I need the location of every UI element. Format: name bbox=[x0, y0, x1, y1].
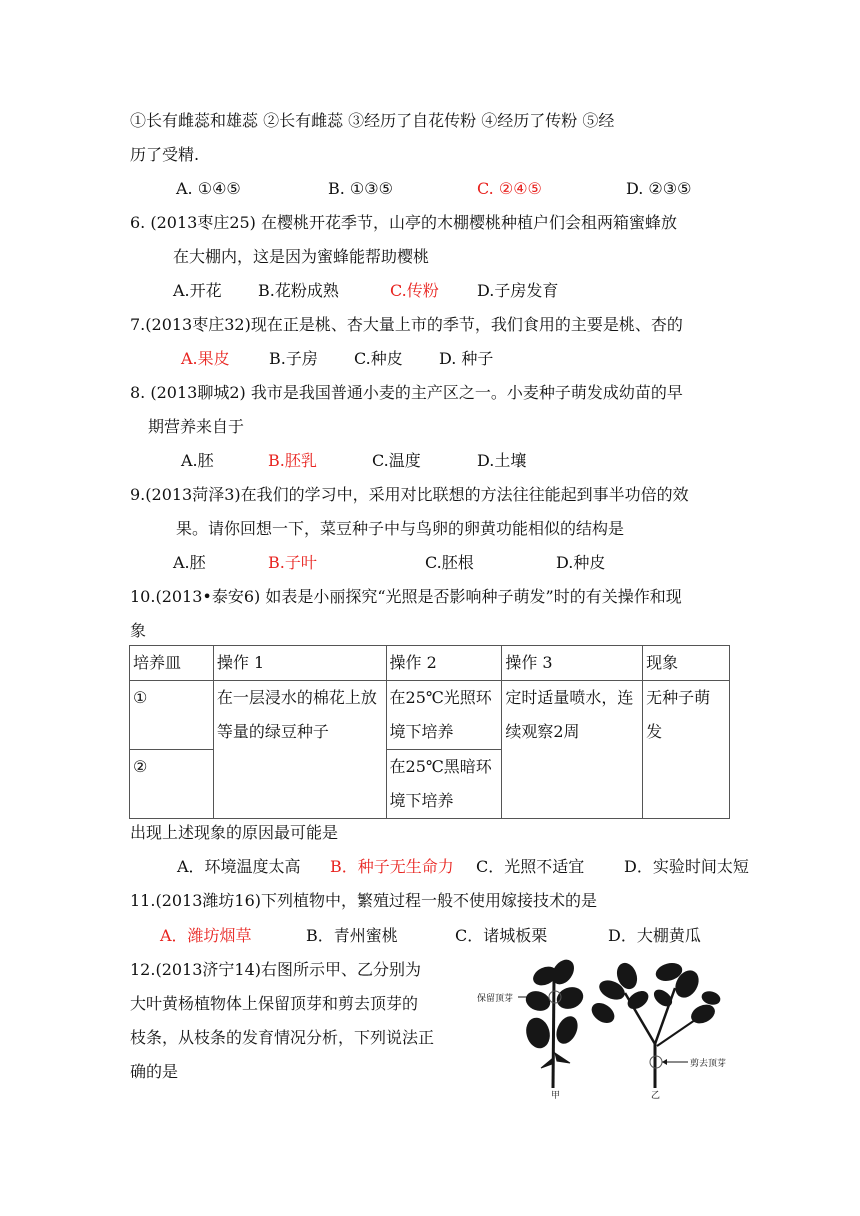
header-dish: 培养皿 bbox=[130, 646, 214, 681]
q12-stem-line2: 大叶黄杨植物体上保留顶芽和剪去顶芽的 bbox=[130, 994, 419, 1013]
q11-option-a-answer: A．潍坊烟草 bbox=[160, 926, 252, 945]
q6-option-c-answer: C.传粉 bbox=[390, 281, 439, 300]
q11-option-d: D．大棚黄瓜 bbox=[608, 926, 701, 945]
op1-cell: 在一层浸水的棉花上放等量的绿豆种子 bbox=[213, 681, 386, 819]
plant-branches-figure bbox=[475, 958, 760, 1103]
q6-option-a: A.开花 bbox=[173, 281, 222, 300]
q5-statements-line1: ①长有雌蕊和雄蕊 ②长有雌蕊 ③经历了自花传粉 ④经历了传粉 ⑤经 bbox=[130, 111, 615, 130]
q5-option-a: A. ①④⑤ bbox=[176, 179, 241, 198]
q7-option-d: D. 种子 bbox=[439, 349, 494, 368]
q7-stem: 7.(2013枣庄32)现在正是桃、杏大量上市的季节，我们食用的主要是桃、杏的 bbox=[130, 315, 683, 334]
op2-dark-cell: 在25℃黑暗环境下培养 bbox=[386, 750, 502, 819]
q9-stem-line2: 果。请你回想一下，菜豆种子中与鸟卵的卵黄功能相似的结构是 bbox=[176, 519, 625, 538]
q7-option-a-answer: A.果皮 bbox=[181, 349, 230, 368]
q6-option-d: D.子房发育 bbox=[477, 281, 559, 300]
header-op2: 操作 2 bbox=[386, 646, 502, 681]
header-op1: 操作 1 bbox=[213, 646, 386, 681]
q9-option-c: C.胚根 bbox=[425, 553, 474, 572]
op3-cell: 定时适量喷水，连续观察2周 bbox=[502, 681, 643, 819]
dish-1: ① bbox=[130, 681, 214, 750]
result-cell: 无种子萌发 bbox=[643, 681, 730, 819]
q11-stem: 11.(2013潍坊16)下列植物中，繁殖过程一般不使用嫁接技术的是 bbox=[130, 891, 598, 910]
label-keep-terminal-bud: 保留顶芽 bbox=[477, 994, 514, 1004]
experiment-table bbox=[129, 645, 730, 819]
q9-option-b-answer: B.子叶 bbox=[268, 553, 317, 572]
header-result: 现象 bbox=[643, 646, 730, 681]
label-jia: 甲 bbox=[551, 1091, 561, 1101]
label-cut-terminal-bud: 剪去顶芽 bbox=[690, 1059, 727, 1069]
q6-stem-line2: 在大棚内，这是因为蜜蜂能帮助樱桃 bbox=[173, 247, 430, 266]
q8-stem-line2: 期营养来自于 bbox=[148, 417, 245, 436]
q5-option-b: B. ①③⑤ bbox=[328, 179, 393, 198]
q10-option-c: C．光照不适宜 bbox=[476, 857, 585, 876]
q8-option-b-answer: B.胚乳 bbox=[268, 451, 317, 470]
q10-option-d: D．实验时间太短 bbox=[624, 857, 749, 876]
label-yi: 乙 bbox=[651, 1091, 661, 1101]
q10-option-a: A．环境温度太高 bbox=[177, 857, 301, 876]
q6-option-b: B.花粉成熟 bbox=[258, 281, 339, 300]
q8-option-a: A.胚 bbox=[181, 451, 214, 470]
q11-option-c: C．诸城板栗 bbox=[455, 926, 548, 945]
q9-option-a: A.胚 bbox=[173, 553, 206, 572]
q9-stem-line1: 9.(2013菏泽3)在我们的学习中，采用对比联想的方法往往能起到事半功倍的效 bbox=[130, 485, 689, 504]
q5-option-d: D. ②③⑤ bbox=[626, 179, 692, 198]
op2-light-cell: 在25℃光照环境下培养 bbox=[386, 681, 502, 750]
table-row bbox=[130, 681, 730, 750]
q10-option-b-answer: B．种子无生命力 bbox=[330, 857, 454, 876]
dish-2: ② bbox=[130, 750, 214, 819]
q8-option-c: C.温度 bbox=[372, 451, 421, 470]
q5-statements-line2: 历了受精. bbox=[130, 145, 200, 164]
q10-question: 出现上述现象的原因最可能是 bbox=[130, 823, 339, 842]
q9-option-d: D.种皮 bbox=[556, 553, 606, 572]
q5-option-c-answer: C. ②④⑤ bbox=[477, 179, 542, 198]
q10-stem-line2: 象 bbox=[130, 621, 147, 640]
q7-option-b: B.子房 bbox=[269, 349, 318, 368]
branch-jia-with-terminal-bud bbox=[518, 958, 586, 1088]
q8-stem-line1: 8. (2013聊城2) 我市是我国普通小麦的主产区之一。小麦种子萌发成幼苗的早 bbox=[130, 383, 683, 402]
q12-stem-line4: 确的是 bbox=[130, 1062, 179, 1081]
header-op3: 操作 3 bbox=[502, 646, 643, 681]
q7-option-c: C.种皮 bbox=[354, 349, 403, 368]
q8-option-d: D.土壤 bbox=[477, 451, 527, 470]
q12-stem-line1: 12.(2013济宁14)右图所示甲、乙分别为 bbox=[130, 960, 422, 979]
q10-stem-line1: 10.(2013•泰安6) 如表是小丽探究“光照是否影响种子萌发”时的有关操作和现 bbox=[130, 587, 682, 606]
table-header-row bbox=[130, 646, 730, 681]
q11-option-b: B．青州蜜桃 bbox=[306, 926, 398, 945]
q12-stem-line3: 枝条，从枝条的发育情况分析，下列说法正 bbox=[130, 1028, 435, 1047]
q6-stem-line1: 6. (2013枣庄25) 在樱桃开花季节，山亭的木棚樱桃种植户们会租两箱蜜蜂放 bbox=[130, 213, 678, 232]
